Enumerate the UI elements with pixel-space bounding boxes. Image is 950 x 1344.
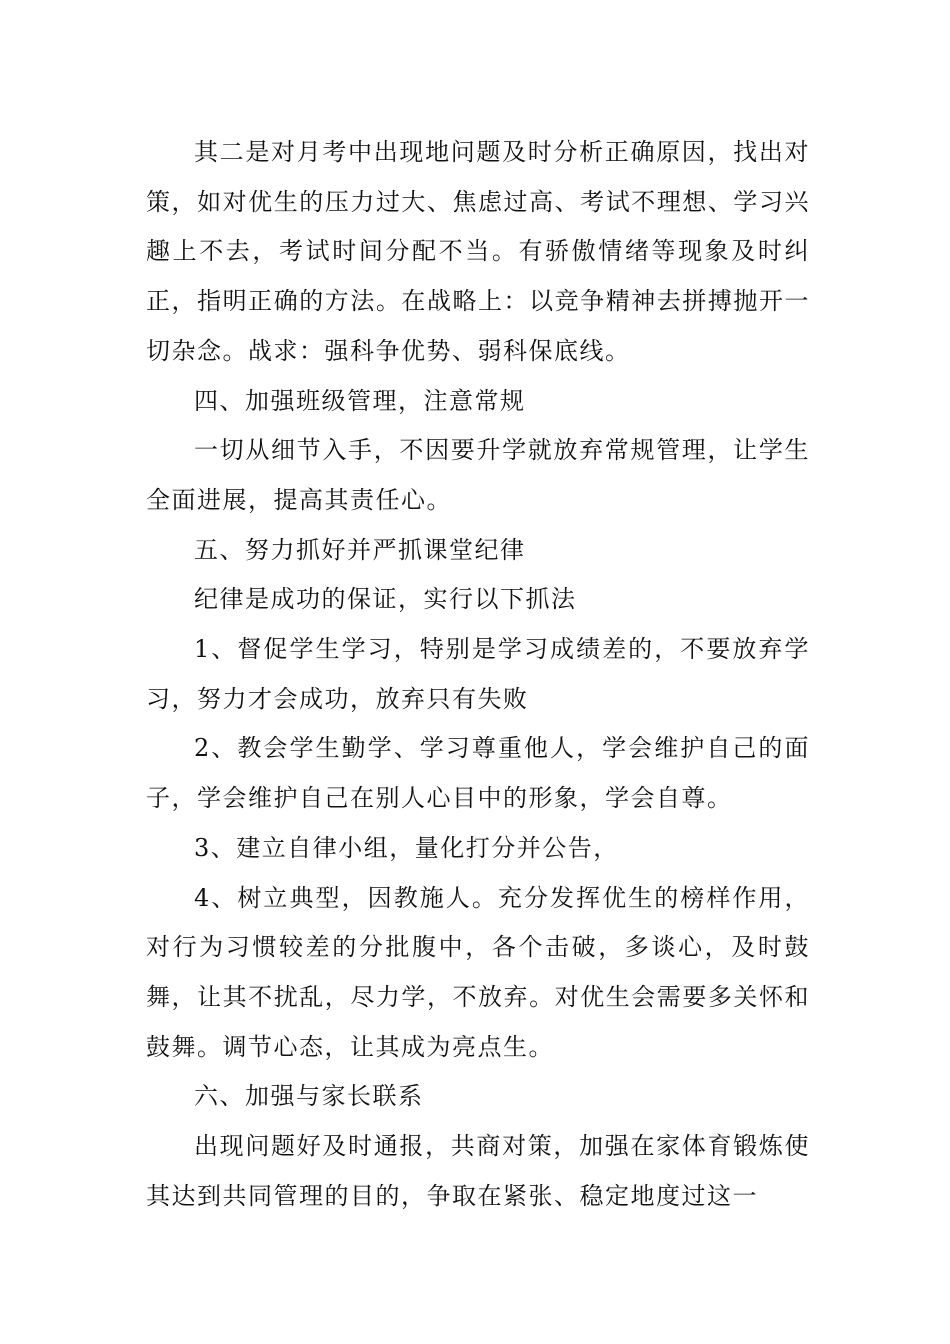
paragraph-class-management: 一切从细节入手，不因要升学就放弃常规管理，让学生全面进展，提高其责任心。 [146,436,810,514]
heading-section-4: 四、加强班级管理，注意常规 [194,386,526,415]
list-item-3: 3、建立自律小组，量化打分并公告， [194,833,619,862]
paragraph-parent-contact: 出现问题好及时通报，共商对策，加强在家体育锻炼使其达到共同管理的目的，争取在紧张、稳定地度过这一 [146,1132,810,1210]
document-page [146,128,810,1221]
heading-section-6: 六、加强与家长联系 [194,1082,424,1111]
paragraph-analysis: 其二是对月考中出现地问题及时分析正确原因，找出对策，如对优生的压力过大、焦虑过高、考试不理想、学习兴趣上不去，考试时间分配不当。有骄傲情绪等现象及时纠正，指明正确的方法。在战略上：以竞争精神去拼搏抛开一切杂念。战求：强科争优势、弱科保底线。 [146,138,810,365]
list-item-1: 1、督促学生学习，特别是学习成绩差的，不要放弃学习，努力才会成功，放弃只有失败 [146,635,810,713]
list-item-4: 4、树立典型，因教施人。充分发挥优生的榜样作用，对行为习惯较差的分批腹中，各个击破，多谈心，及时鼓舞，让其不扰乱，尽力学，不放弃。对优生会需要多关怀和鼓舞。调节心态，让其成为亮点生。 [146,883,810,1061]
paragraph-discipline-intro: 纪律是成功的保证，实行以下抓法 [194,585,577,614]
heading-section-5: 五、努力抓好并严抓课堂纪律 [194,535,526,564]
list-item-2: 2、教会学生勤学、学习尊重他人，学会维护自己的面子，学会维护自己在别人心目中的形象，学会自尊。 [146,734,810,813]
